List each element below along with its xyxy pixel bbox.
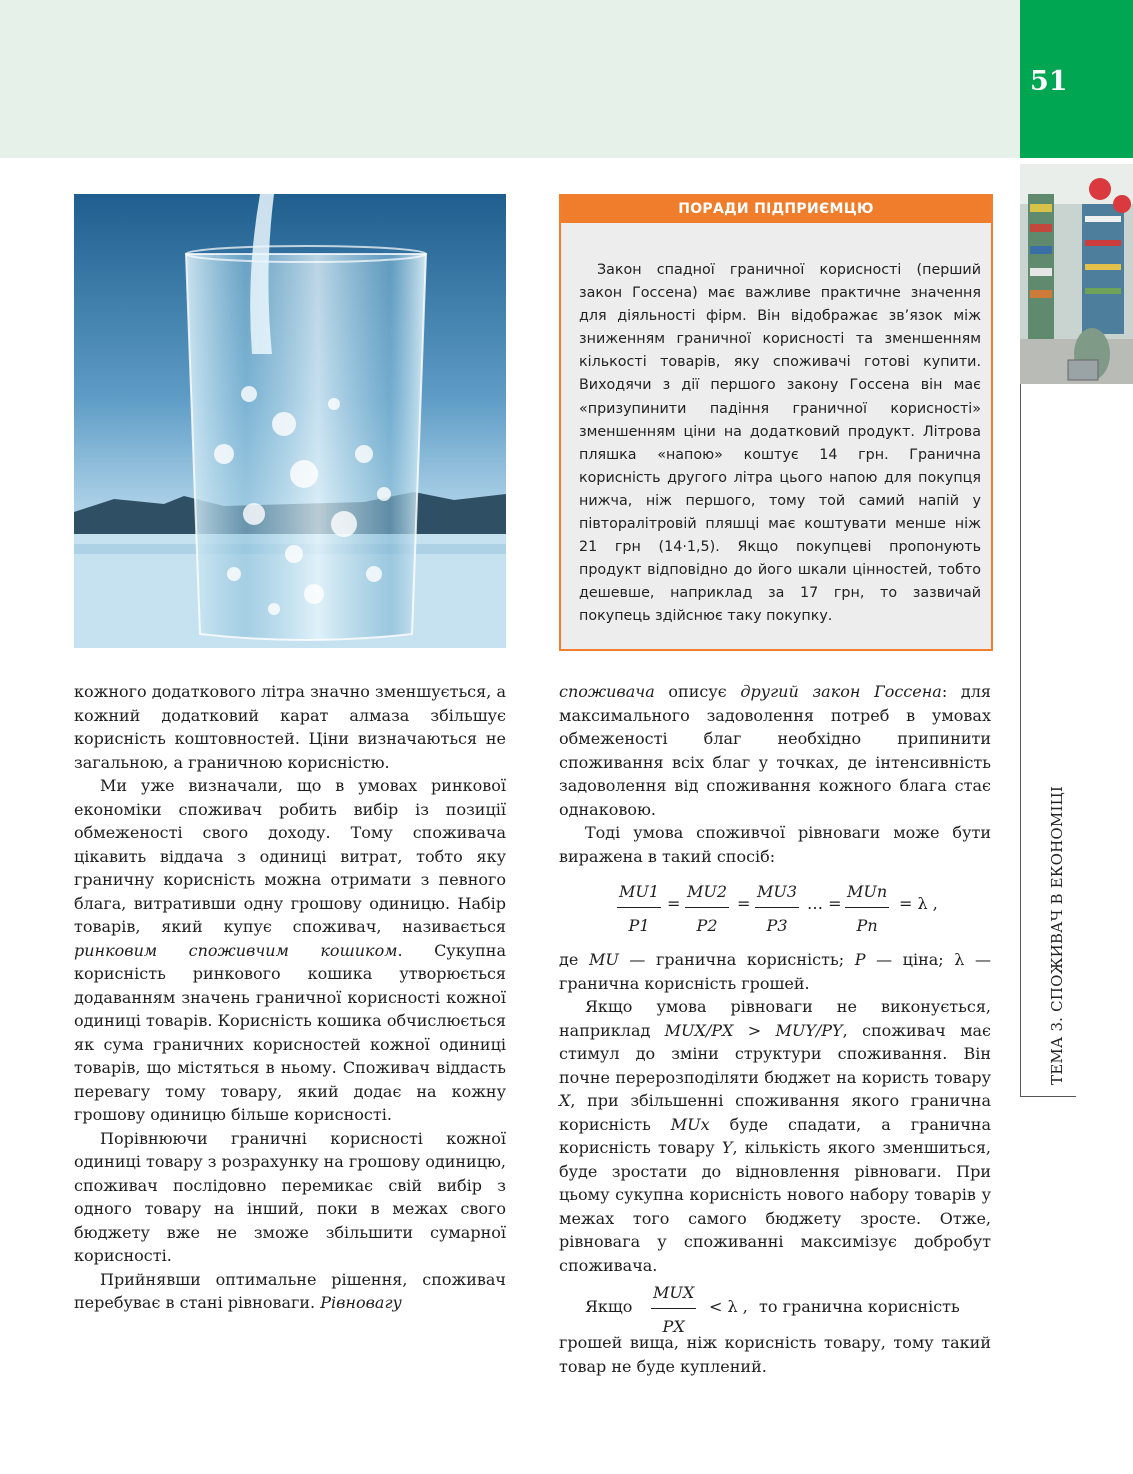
right-column	[559, 680, 991, 1378]
ellipsis-equals: … =	[807, 894, 842, 913]
less-than-lambda: < λ ,	[709, 1297, 748, 1316]
right-paragraph-4: Якщо умова рівноваги не виконується, наприклад MUX/PX > MUY/PY, споживач має стимул до зміни структури споживання. Він почне перерозподіляти бюджет на користь товару X, при збільшенні споживання якого гранична корисність MUx буде спадати, а гранична корисність товару Y, кількість якого зменшиться, буде зростати до відновлення рівноваги. При цьому сукупна корисність нового набору товарів у межах того самого бюджету зросте. Отже, рівновага у споживанні максимізує добробут споживача.	[559, 997, 992, 1275]
chapter-title-vertical: ТЕМА 3. СПОЖИВАЧ В ЕКОНОМІЦІ	[1048, 786, 1066, 1085]
fraction-1: $\frac{MU1}{P1}$	[619, 882, 660, 935]
left-paragraph-3: Порівнюючи граничні корисності кожної одиниці товару з розрахунку на грошову одиницю, споживач послідовно перемикає свій вибір з одного товару на інший, поки в межах свого бюджету вже не зможе збільшити сумарної корисності.	[74, 1128, 506, 1265]
right-paragraph-1: споживача описує другий закон Госсена: для максимального задоволення потреб в умовах обмеженості благ необхідно припинити споживання всіх благ у точках, де інтенсивність задоволення від споживання кожного блага стає однаковою.	[559, 682, 992, 819]
lambda-tail: = λ ,	[899, 894, 938, 913]
side-rule	[1020, 384, 1021, 1097]
water-glass-photo	[74, 194, 506, 648]
fraction-2: $\frac{MU2}{P2}$	[687, 882, 728, 935]
fraction-n: MUn Pn	[847, 882, 888, 935]
supermarket-photo	[1020, 164, 1133, 384]
right-paragraph-3: де MU — гранична корисність; P — ціна; λ — гранична корисність грошей.	[559, 950, 992, 993]
header-band	[0, 0, 1020, 158]
entrepreneur-tips-box	[559, 194, 993, 651]
left-paragraph-4: Прийнявши оптимальне рішення, споживач перебуває в стані рівноваги. Рівновагу	[74, 1269, 506, 1312]
if-word: Якщо	[585, 1297, 633, 1316]
page-number: 51	[1030, 66, 1068, 97]
lambda-condition-line	[559, 1281, 991, 1336]
equals-sign-1: =	[667, 894, 681, 913]
condition-text: то гранична корисність	[759, 1297, 960, 1316]
right-paragraph-6: грошей вища, ніж корисність товару, тому такий товар не буде куплений.	[559, 1333, 991, 1376]
left-paragraph-2: Ми уже визначали, що в умовах ринкової економіки споживач робить вибір із позиції обмеженості свого доходу. Тому споживача цікавить віддача з одиниці витрат, тобто яку граничну корисність можна отримати з певного блага, витративши одну грошову одиницю. Набір товарів, який купує споживач, називається ринковим споживчим кошиком. Сукупна корисність ринкового кошика утворюється додаванням значень граничної корисності кожної одиниці товарів. Корисність кошика обчислюється як сума граничних корисностей кожної одиниці товарів, що містяться в ньому. Споживач віддасть перевагу тому товару, який додає на кожну грошову одиницю більше корисності.	[74, 776, 507, 1124]
equilibrium-formula	[559, 872, 991, 948]
tip-box-header: ПОРАДИ ПІДПРИЄМЦЮ	[561, 196, 991, 223]
tip-box-text: Закон спадної граничної корисності (перший закон Госсена) має важливе практичне значення для діяльності фірм. Він відображає зв’язок між зниженням граничної корисності та зменшенням кількості товарів, яку споживачі готові купити. Виходячи з дії першого закону Госсена він має «призупинити падіння граничної корисності» зменшенням ціни на додатковий продукт. Літрова пляшка «напою» коштує 14 грн. Гранична корисність другого літра цього напою для покупця нижча, ніж першого, тому той самий напій у півторалітровій пляшці має коштувати менше ніж 21 грн (14·1,5). Якщо покупцеві пропонують продукт відповідно до його шкали цінностей, тобто дешевше, наприклад за 17 грн, то зазвичай покупець здійснює таку покупку.	[579, 262, 981, 625]
side-rule-bottom	[1020, 1096, 1076, 1097]
fraction-3: $\frac{MU3}{P3}$	[757, 882, 798, 935]
fraction-mux-px: MUX PX	[653, 1283, 695, 1336]
equals-sign-2: =	[737, 894, 751, 913]
left-column	[74, 680, 506, 1315]
right-paragraph-2: Тоді умова споживчої рівноваги може бути виражена в такий спосіб:	[559, 823, 991, 866]
left-paragraph-1: кожного додаткового літра значно зменшується, а кожний додатковий карат алмаза збільшує корисність коштовностей. Ціни визначаються не загальною, а граничною корисністю.	[74, 682, 506, 772]
